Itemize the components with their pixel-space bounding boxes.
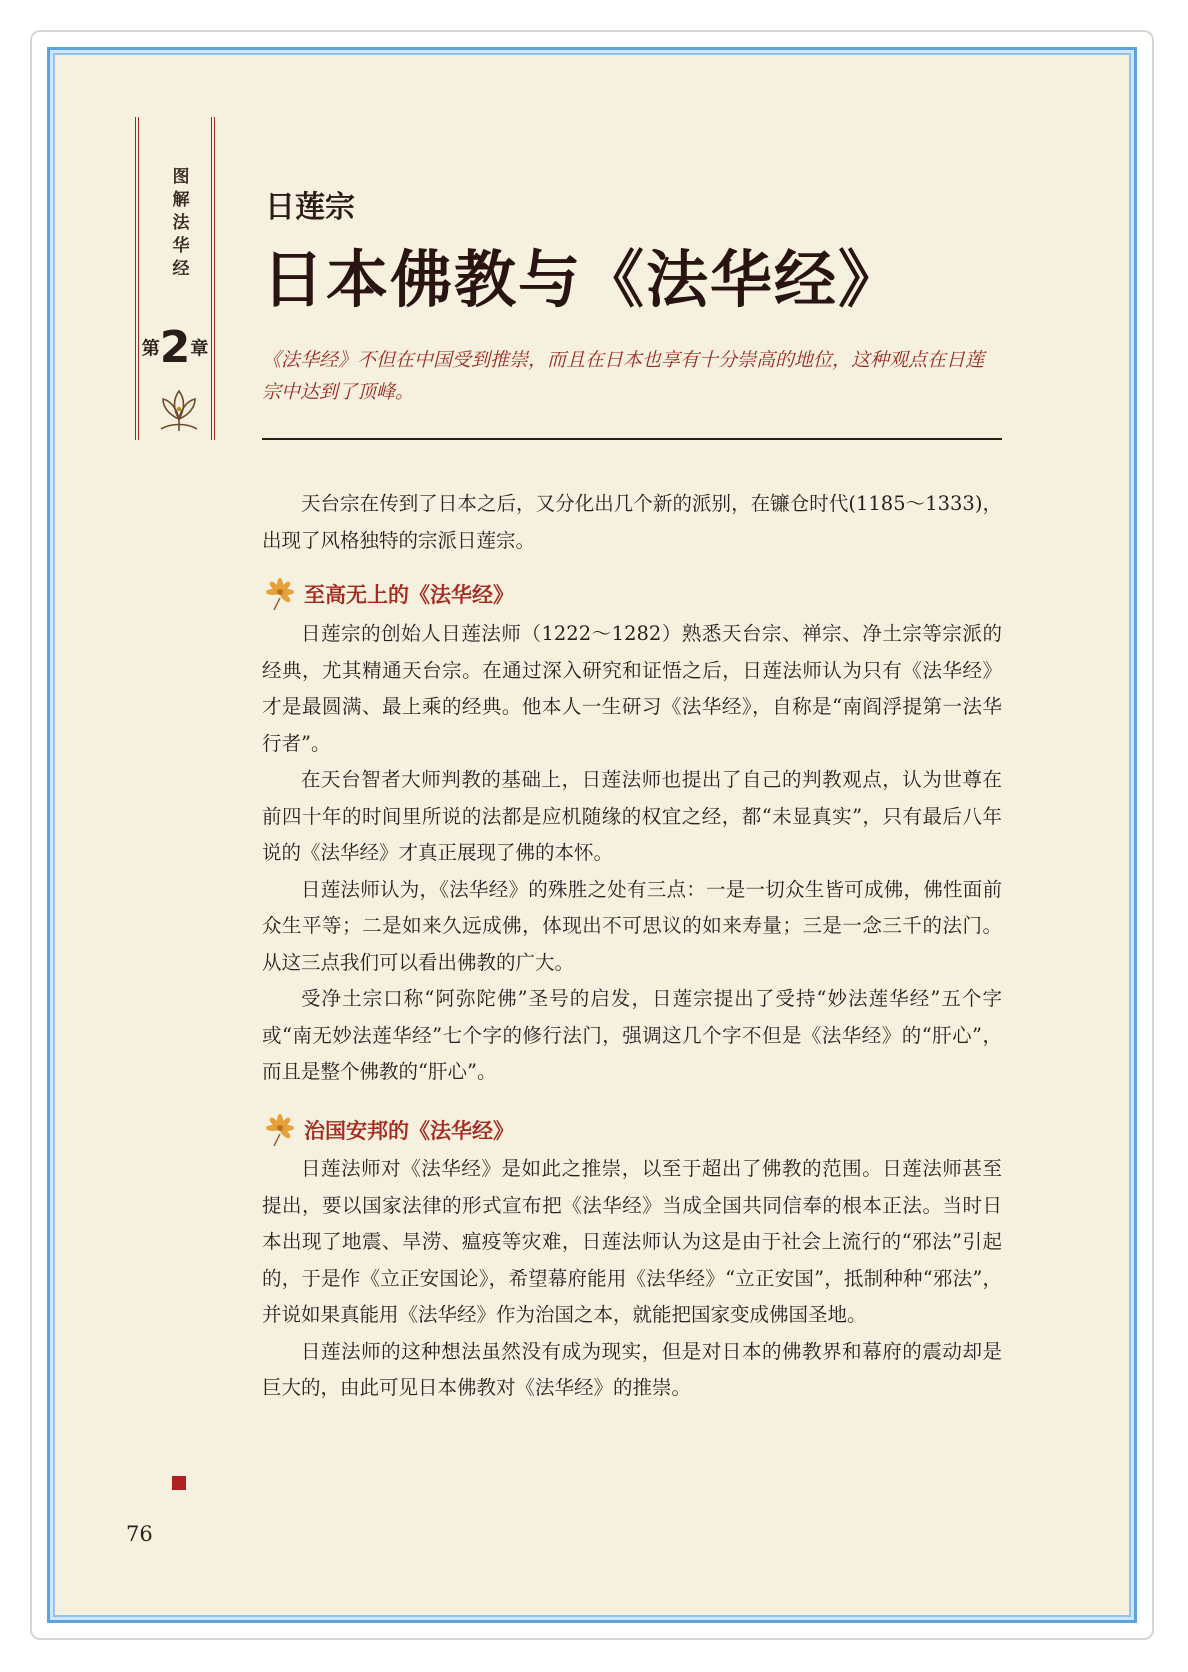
intro-text: 《法华经》不但在中国受到推崇，而且在日本也享有十分崇高的地位，这种观点在日莲宗中达到了顶峰。 <box>262 349 985 403</box>
paragraph: 日莲法师认为，《法华经》的殊胜之处有三点：一是一切众生皆可成佛，佛性面前众生平等；二是如来久远成佛，体现出不可思议的如来寿量；三是一念三千的法门。从这三点我们可以看出佛教的广大。 <box>262 877 1002 974</box>
book-title: 图解法华经 <box>168 167 189 282</box>
page-title: 日本佛教与《法华经》 <box>262 243 903 316</box>
opening-paragraph <box>262 486 1002 559</box>
page-marker <box>172 1476 186 1490</box>
chapter-number <box>139 322 211 373</box>
flower-bullet-icon <box>262 576 298 612</box>
paragraph: 在天台智者大师判教的基础上，日莲法师也提出了自己的判教观点，认为世尊在前四十年的时间里所说的法都是应机随缘的权宜之经，都“未显真实”，只有最后八年说的《法华经》才真正展现了佛的本怀。 <box>262 768 1002 864</box>
lotus-icon <box>151 379 207 435</box>
page-number: 76 <box>126 1522 153 1546</box>
chapter-digit: 2 <box>159 322 191 373</box>
title-divider <box>262 438 1002 440</box>
flower-bullet-icon <box>262 1112 298 1148</box>
section-1-body <box>262 616 1002 1091</box>
chapter-suffix: 章 <box>190 338 209 360</box>
subheading-1 <box>262 576 514 612</box>
paragraph: 天台宗在传到了日本之后，又分化出几个新的派别，在镰仓时代(1185～1333)，出现了风格独特的宗派日莲宗。 <box>262 492 1002 552</box>
subheading-text: 至高无上的《法华经》 <box>304 583 514 607</box>
subheading-2 <box>262 1112 514 1148</box>
section-2-body <box>262 1151 1002 1407</box>
paragraph: 受净土宗口称“阿弥陀佛”圣号的启发，日莲宗提出了受持“妙法莲华经”五个字或“南无妙法莲华经”七个字的修行法门，强调这几个字不但是《法华经》的“肝心”，而且是整个佛教的“肝心”。 <box>262 987 1002 1083</box>
paragraph: 日莲宗的创始人日莲法师（1222～1282）熟悉天台宗、禅宗、净土宗等宗派的经典，尤其精通天台宗。在通过深入研究和证悟之后，日莲法师认为只有《法华经》才是最圆满、最上乘的经典。他本人一生研习《法华经》，自称是“南阎浮提第一法华行者”。 <box>262 622 1002 755</box>
subheading-text: 治国安邦的《法华经》 <box>304 1119 514 1143</box>
chapter-tab <box>135 117 215 440</box>
paragraph: 日莲法师对《法华经》是如此之推崇，以至于超出了佛教的范围。日莲法师甚至提出，要以国家法律的形式宣布把《法华经》当成全国共同信奉的根本正法。当时日本出现了地震、旱涝、瘟疫等灾难，日莲法师认为这是由于社会上流行的“邪法”引起的，于是作《立正安国论》，希望幕府能用《法华经》“立正安国”，抵制种种“邪法”，并说如果真能用《法华经》作为治国之本，就能把国家变成佛国圣地。 <box>262 1157 1002 1326</box>
section-label: 日莲宗 <box>265 190 355 225</box>
chapter-prefix: 第 <box>141 338 160 360</box>
paragraph: 日莲法师的这种想法虽然没有成为现实，但是对日本的佛教界和幕府的震动却是巨大的，由此可见日本佛教对《法华经》的推崇。 <box>262 1339 1002 1399</box>
